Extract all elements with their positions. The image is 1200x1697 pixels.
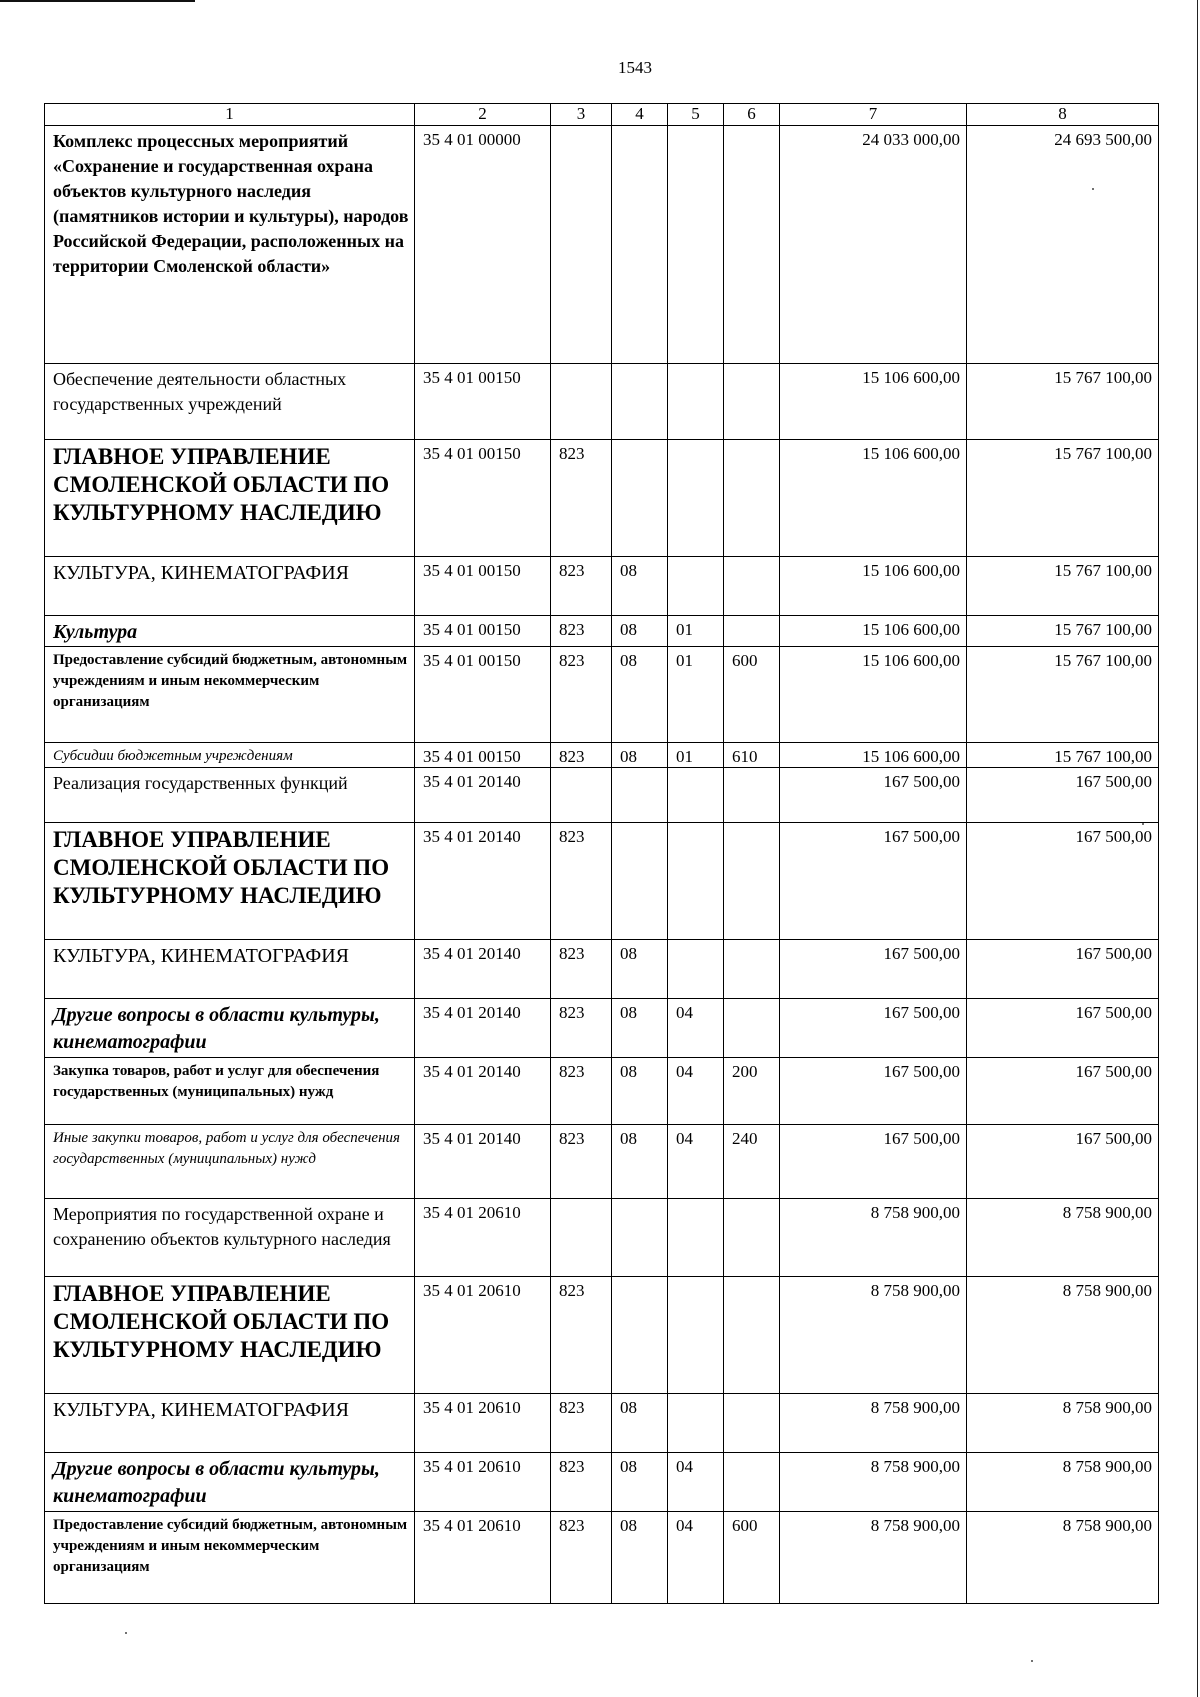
page-number: 1543 <box>618 58 652 77</box>
amount-2025-cell: 15 106 600,00 <box>780 743 967 768</box>
scan-edge-right <box>1197 0 1198 1697</box>
grbs-cell: 823 <box>551 1512 612 1604</box>
table-row <box>45 126 1159 364</box>
table-row <box>45 440 1159 557</box>
amount-2025-cell: 167 500,00 <box>780 1125 967 1199</box>
amount-2026-cell: 15 767 100,00 <box>967 743 1159 768</box>
section-code-cell <box>612 1199 668 1277</box>
subsection-code-cell <box>668 364 724 440</box>
csr-cell: 35 4 01 20610 <box>415 1453 551 1512</box>
header-cell-1: 1 <box>45 104 415 126</box>
csr-cell: 35 4 01 20140 <box>415 823 551 940</box>
amount-2025-cell: 15 106 600,00 <box>780 364 967 440</box>
expense-type-cell: 240 <box>724 1125 780 1199</box>
grbs-cell: 823 <box>551 440 612 557</box>
grbs-cell: 823 <box>551 999 612 1058</box>
grbs-cell <box>551 126 612 364</box>
scan-speck <box>1092 188 1094 190</box>
section-code-cell <box>612 126 668 364</box>
amount-2026-cell: 167 500,00 <box>967 1125 1159 1199</box>
grbs-cell: 823 <box>551 1125 612 1199</box>
row-name-cell <box>45 1277 415 1394</box>
amount-2026-cell: 15 767 100,00 <box>967 364 1159 440</box>
expense-type-cell <box>724 1394 780 1453</box>
subsection-code-cell: 04 <box>668 999 724 1058</box>
row-name-text: Предоставление субсидий бюджетным, автономным учреждениям и иным некоммерческим организациям <box>53 1517 408 1575</box>
budget-table-container <box>44 103 1158 1604</box>
amount-2026-cell: 8 758 900,00 <box>967 1394 1159 1453</box>
row-name-cell <box>45 364 415 440</box>
grbs-cell: 823 <box>551 1394 612 1453</box>
csr-cell: 35 4 01 00150 <box>415 743 551 768</box>
row-name-cell <box>45 743 415 768</box>
csr-cell: 35 4 01 20610 <box>415 1199 551 1277</box>
expense-type-cell: 600 <box>724 647 780 743</box>
csr-cell: 35 4 01 20140 <box>415 999 551 1058</box>
grbs-cell: 823 <box>551 940 612 999</box>
scan-speck <box>1031 1660 1033 1662</box>
amount-2025-cell: 167 500,00 <box>780 940 967 999</box>
scan-edge-top <box>0 0 195 2</box>
header-cell-6: 6 <box>724 104 780 126</box>
expense-type-cell: 600 <box>724 1512 780 1604</box>
amount-2026-cell: 167 500,00 <box>967 999 1159 1058</box>
amount-2026-cell: 8 758 900,00 <box>967 1512 1159 1604</box>
amount-2026-cell: 167 500,00 <box>967 940 1159 999</box>
grbs-cell <box>551 364 612 440</box>
section-code-cell: 08 <box>612 940 668 999</box>
expense-type-cell <box>724 440 780 557</box>
row-name-text: ГЛАВНОЕ УПРАВЛЕНИЕ СМОЛЕНСКОЙ ОБЛАСТИ ПО КУЛЬТУРНОМУ НАСЛЕДИЮ <box>53 444 390 525</box>
expense-type-cell <box>724 126 780 364</box>
row-name-text: КУЛЬТУРА, КИНЕМАТОГРАФИЯ <box>53 562 349 584</box>
row-name-cell <box>45 126 415 364</box>
csr-cell: 35 4 01 20140 <box>415 940 551 999</box>
row-name-text: Предоставление субсидий бюджетным, автономным учреждениям и иным некоммерческим организациям <box>53 652 408 710</box>
section-code-cell <box>612 1277 668 1394</box>
expense-type-cell: 610 <box>724 743 780 768</box>
section-code-cell <box>612 823 668 940</box>
expense-type-cell: 200 <box>724 1058 780 1125</box>
subsection-code-cell <box>668 1277 724 1394</box>
row-name-text: Обеспечение деятельности областных государственных учреждений <box>53 369 347 414</box>
subsection-code-cell: 01 <box>668 616 724 647</box>
csr-cell: 35 4 01 00150 <box>415 616 551 647</box>
row-name-text: Мероприятия по государственной охране и сохранению объектов культурного наследия <box>53 1204 391 1249</box>
expense-type-cell <box>724 364 780 440</box>
section-code-cell: 08 <box>612 1512 668 1604</box>
table-row <box>45 1453 1159 1512</box>
amount-2026-cell: 8 758 900,00 <box>967 1453 1159 1512</box>
table-body <box>45 126 1159 1604</box>
amount-2025-cell: 15 106 600,00 <box>780 557 967 616</box>
amount-2026-cell: 15 767 100,00 <box>967 440 1159 557</box>
grbs-cell: 823 <box>551 557 612 616</box>
header-cell-2: 2 <box>415 104 551 126</box>
row-name-cell <box>45 1125 415 1199</box>
table-row <box>45 1058 1159 1125</box>
row-name-cell <box>45 440 415 557</box>
csr-cell: 35 4 01 20610 <box>415 1394 551 1453</box>
grbs-cell: 823 <box>551 743 612 768</box>
grbs-cell: 823 <box>551 1058 612 1125</box>
expense-type-cell <box>724 823 780 940</box>
subsection-code-cell <box>668 126 724 364</box>
grbs-cell: 823 <box>551 616 612 647</box>
section-code-cell: 08 <box>612 1058 668 1125</box>
csr-cell: 35 4 01 00150 <box>415 647 551 743</box>
grbs-cell: 823 <box>551 647 612 743</box>
expense-type-cell <box>724 1199 780 1277</box>
table-row <box>45 999 1159 1058</box>
table-row <box>45 1277 1159 1394</box>
table-row <box>45 1512 1159 1604</box>
subsection-code-cell <box>668 940 724 999</box>
subsection-code-cell: 04 <box>668 1125 724 1199</box>
row-name-cell <box>45 557 415 616</box>
subsection-code-cell <box>668 557 724 616</box>
amount-2025-cell: 15 106 600,00 <box>780 616 967 647</box>
subsection-code-cell: 04 <box>668 1453 724 1512</box>
amount-2025-cell: 24 033 000,00 <box>780 126 967 364</box>
row-name-text: КУЛЬТУРА, КИНЕМАТОГРАФИЯ <box>53 945 349 967</box>
amount-2026-cell: 167 500,00 <box>967 823 1159 940</box>
row-name-cell <box>45 1199 415 1277</box>
section-code-cell: 08 <box>612 557 668 616</box>
row-name-cell <box>45 940 415 999</box>
expense-type-cell <box>724 1453 780 1512</box>
subsection-code-cell <box>668 823 724 940</box>
amount-2026-cell: 15 767 100,00 <box>967 616 1159 647</box>
table-row <box>45 1394 1159 1453</box>
grbs-cell: 823 <box>551 1277 612 1394</box>
csr-cell: 35 4 01 20610 <box>415 1512 551 1604</box>
row-name-cell <box>45 1453 415 1512</box>
header-cell-3: 3 <box>551 104 612 126</box>
amount-2026-cell: 15 767 100,00 <box>967 647 1159 743</box>
table-row <box>45 364 1159 440</box>
amount-2025-cell: 167 500,00 <box>780 823 967 940</box>
row-name-cell <box>45 1512 415 1604</box>
amount-2026-cell: 15 767 100,00 <box>967 557 1159 616</box>
expense-type-cell <box>724 999 780 1058</box>
header-cell-4: 4 <box>612 104 668 126</box>
csr-cell: 35 4 01 20140 <box>415 1058 551 1125</box>
row-name-text: Комплекс процессных мероприятий «Сохранение и государственная охрана объектов культурного наследия (памятников истории и культуры), народов Российской Федерации, расположенных на территории Смоленской области» <box>53 131 409 276</box>
section-code-cell: 08 <box>612 1394 668 1453</box>
row-name-text: КУЛЬТУРА, КИНЕМАТОГРАФИЯ <box>53 1399 349 1421</box>
section-code-cell: 08 <box>612 616 668 647</box>
amount-2026-cell: 8 758 900,00 <box>967 1199 1159 1277</box>
amount-2026-cell: 167 500,00 <box>967 1058 1159 1125</box>
csr-cell: 35 4 01 00150 <box>415 440 551 557</box>
grbs-cell <box>551 768 612 823</box>
row-name-text: Иные закупки товаров, работ и услуг для обеспечения государственных (муниципальных) нужд <box>53 1130 400 1167</box>
subsection-code-cell: 01 <box>668 647 724 743</box>
expense-type-cell <box>724 940 780 999</box>
scan-speck <box>125 1632 127 1634</box>
section-code-cell <box>612 768 668 823</box>
row-name-cell <box>45 823 415 940</box>
expense-type-cell <box>724 616 780 647</box>
row-name-cell <box>45 999 415 1058</box>
csr-cell: 35 4 01 20140 <box>415 768 551 823</box>
amount-2025-cell: 167 500,00 <box>780 768 967 823</box>
row-name-cell <box>45 1058 415 1125</box>
table-row <box>45 557 1159 616</box>
csr-cell: 35 4 01 00150 <box>415 557 551 616</box>
row-name-text: Субсидии бюджетным учреждениям <box>53 748 293 764</box>
table-row <box>45 647 1159 743</box>
scan-speck <box>1142 823 1144 825</box>
amount-2025-cell: 8 758 900,00 <box>780 1199 967 1277</box>
amount-2025-cell: 15 106 600,00 <box>780 647 967 743</box>
subsection-code-cell <box>668 1199 724 1277</box>
row-name-cell <box>45 768 415 823</box>
csr-cell: 35 4 01 00150 <box>415 364 551 440</box>
table-row <box>45 940 1159 999</box>
subsection-code-cell <box>668 1394 724 1453</box>
subsection-code-cell: 01 <box>668 743 724 768</box>
header-cell-7: 7 <box>780 104 967 126</box>
table-row <box>45 743 1159 768</box>
row-name-text: ГЛАВНОЕ УПРАВЛЕНИЕ СМОЛЕНСКОЙ ОБЛАСТИ ПО КУЛЬТУРНОМУ НАСЛЕДИЮ <box>53 1281 390 1362</box>
csr-cell: 35 4 01 00000 <box>415 126 551 364</box>
section-code-cell: 08 <box>612 1453 668 1512</box>
amount-2026-cell: 24 693 500,00 <box>967 126 1159 364</box>
row-name-cell <box>45 1394 415 1453</box>
row-name-cell <box>45 647 415 743</box>
amount-2026-cell: 167 500,00 <box>967 768 1159 823</box>
row-name-text: Реализация государственных функций <box>53 773 348 793</box>
subsection-code-cell: 04 <box>668 1058 724 1125</box>
row-name-text: Другие вопросы в области культуры, кинематографии <box>53 1458 380 1507</box>
grbs-cell: 823 <box>551 1453 612 1512</box>
section-code-cell: 08 <box>612 743 668 768</box>
section-code-cell: 08 <box>612 1125 668 1199</box>
table-row <box>45 768 1159 823</box>
section-code-cell <box>612 364 668 440</box>
subsection-code-cell <box>668 440 724 557</box>
table-row <box>45 1199 1159 1277</box>
expense-type-cell <box>724 557 780 616</box>
amount-2025-cell: 8 758 900,00 <box>780 1277 967 1394</box>
row-name-cell <box>45 616 415 647</box>
table-row <box>45 1125 1159 1199</box>
section-code-cell <box>612 440 668 557</box>
expense-type-cell <box>724 768 780 823</box>
grbs-cell: 823 <box>551 823 612 940</box>
table-row <box>45 823 1159 940</box>
csr-cell: 35 4 01 20610 <box>415 1277 551 1394</box>
expense-type-cell <box>724 1277 780 1394</box>
amount-2025-cell: 167 500,00 <box>780 999 967 1058</box>
table-row <box>45 616 1159 647</box>
amount-2025-cell: 15 106 600,00 <box>780 440 967 557</box>
csr-cell: 35 4 01 20140 <box>415 1125 551 1199</box>
amount-2025-cell: 8 758 900,00 <box>780 1453 967 1512</box>
amount-2025-cell: 8 758 900,00 <box>780 1394 967 1453</box>
section-code-cell: 08 <box>612 999 668 1058</box>
grbs-cell <box>551 1199 612 1277</box>
amount-2026-cell: 8 758 900,00 <box>967 1277 1159 1394</box>
header-cell-8: 8 <box>967 104 1159 126</box>
amount-2025-cell: 8 758 900,00 <box>780 1512 967 1604</box>
row-name-text: Закупка товаров, работ и услуг для обеспечения государственных (муниципальных) нужд <box>53 1063 380 1100</box>
amount-2025-cell: 167 500,00 <box>780 1058 967 1125</box>
section-code-cell: 08 <box>612 647 668 743</box>
row-name-text: ГЛАВНОЕ УПРАВЛЕНИЕ СМОЛЕНСКОЙ ОБЛАСТИ ПО КУЛЬТУРНОМУ НАСЛЕДИЮ <box>53 827 390 908</box>
subsection-code-cell: 04 <box>668 1512 724 1604</box>
budget-table <box>44 103 1159 1604</box>
row-name-text: Другие вопросы в области культуры, кинематографии <box>53 1004 380 1053</box>
header-row <box>45 104 1159 126</box>
header-cell-5: 5 <box>668 104 724 126</box>
subsection-code-cell <box>668 768 724 823</box>
row-name-text: Культура <box>53 621 138 643</box>
